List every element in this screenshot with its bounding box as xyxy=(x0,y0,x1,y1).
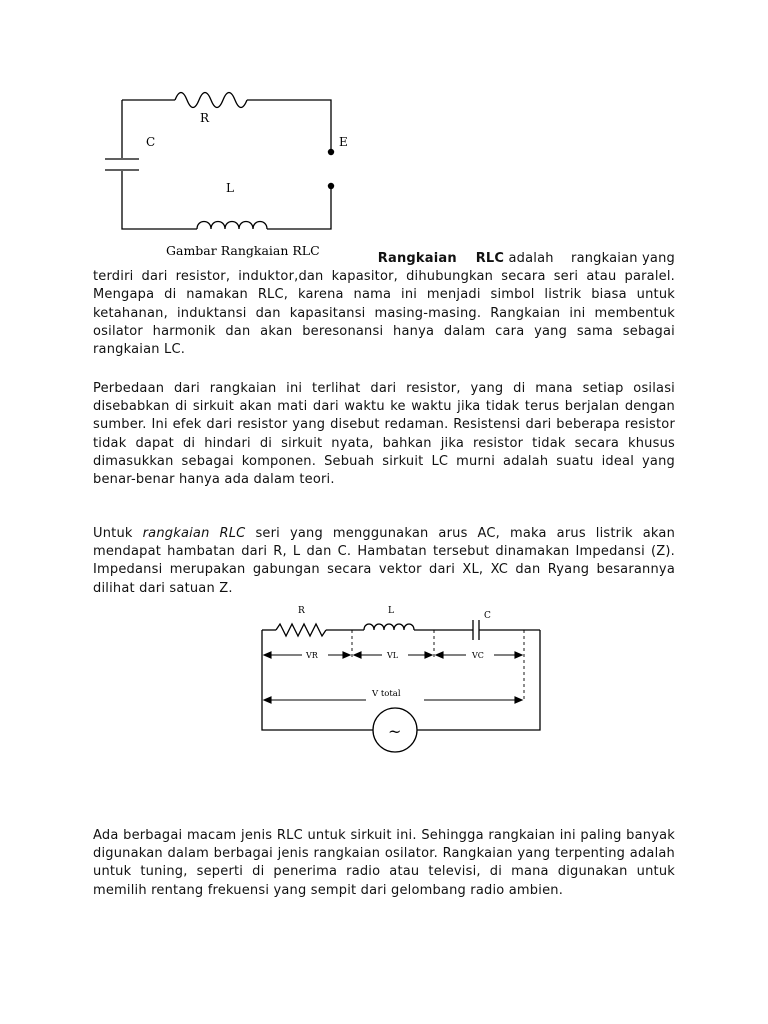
paragraph-rlc-intro xyxy=(93,250,675,359)
paragraph-rlc-uses xyxy=(93,827,675,900)
label-c: C xyxy=(146,135,156,149)
fig2-label-r: R xyxy=(298,606,305,616)
fig2-label-l: L xyxy=(388,606,394,616)
fig2-inductor-symbol xyxy=(364,624,414,630)
inductor-symbol xyxy=(197,222,267,230)
damping-body-text: Perbedaan dari rangkaian ini terlihat dari resistor, yang di mana setiap osilasi disebabkan di sirkuit akan mati dari waktu ke waktu jika tidak terus berjalan dengan sumber. Ini efek dari resistor yang disebut redaman. Resistensi dari beberapa resistor tidak dapat di hindari di sirkuit nyata, bahkan jika resistor tidak secara khusus dimasukkan sebagai komponen. Sebuah sirkuit LC murni adalah suatu ideal yang benar-benar hanya ada dalam teori. xyxy=(93,381,675,488)
label-l: L xyxy=(226,181,234,195)
fig2-label-vl: VL xyxy=(387,651,399,660)
vr-arrow-head-left xyxy=(264,652,271,658)
label-r: R xyxy=(200,111,210,125)
vr-arrow-head-right xyxy=(343,652,350,658)
resistor-symbol xyxy=(175,93,247,108)
impedance-prefix: Untuk xyxy=(93,526,143,541)
vl-arrow-head-right xyxy=(425,652,432,658)
vtotal-arrow-head-left xyxy=(264,697,271,703)
intro-body-text: terdiri dari resistor, induktor,dan kapasitor, dihubungkan secara seri atau paralel. Mengapa di namakan RLC, karena nama ini menjadi simbol listrik biasa untuk ketahanan, induktansi dan kapasitansi masing-masing. Rangkaian ini membentuk osilator harmonik dan akan beresonansi hanya dalam cara yang sama sebagai rangkaian LC. xyxy=(93,269,675,358)
intro-lead-text: adalah rangkaian yang xyxy=(504,251,675,266)
bottom-wire-right xyxy=(267,186,331,229)
paragraph-resistor-damping xyxy=(93,380,675,489)
terminal-dot-top xyxy=(328,149,334,155)
fig2-left-wire xyxy=(262,630,373,730)
paragraph-impedance xyxy=(93,525,675,598)
impedance-italic-term: rangkaian RLC xyxy=(142,526,246,541)
series-rlc-ac-diagram xyxy=(240,600,550,755)
vc-arrow-head-left xyxy=(436,652,443,658)
label-e: E xyxy=(339,135,348,149)
impedance-rest: seri yang menggunakan arus AC, maka arus listrik akan mendapat hambatan dari R, L dan C. Hambatan tersebut dinamakan Impedansi (Z). Impedansi merupakan gabungan secara vektor dari XL, XC dan Ryang besarannya dilihat dari satuan Z. xyxy=(93,526,676,596)
terminal-dot-bottom xyxy=(328,183,334,189)
top-wire-right xyxy=(247,100,331,152)
fig2-source-symbol: ~ xyxy=(388,722,402,741)
fig2-label-vr: VR xyxy=(306,651,318,660)
rlc-circuit-diagram xyxy=(95,80,365,265)
vl-arrow-head-left xyxy=(354,652,361,658)
intro-term-bold: Rangkaian RLC xyxy=(377,251,505,266)
vc-arrow-head-right xyxy=(515,652,522,658)
fig2-label-vc: VC xyxy=(472,651,484,660)
fig2-label-vtotal: V total xyxy=(372,689,401,699)
intro-first-line xyxy=(93,250,675,268)
impedance-body xyxy=(93,525,675,598)
fig2-resistor-symbol xyxy=(276,624,326,636)
fig2-right-wire xyxy=(417,630,540,730)
uses-body-text: Ada berbagai macam jenis RLC untuk sirkuit ini. Sehingga rangkaian ini paling banyak digunakan dalam berbagai jenis rangkaian osilator. Rangkaian yang terpenting adalah untuk tuning, seperti di penerima radio atau televisi, di mana digunakan untuk memilih rentang frekuensi yang sempit dari gelombang radio ambien. xyxy=(93,828,675,898)
vtotal-arrow-head-right xyxy=(515,697,522,703)
figure-caption: Gambar Rangkaian RLC xyxy=(166,243,320,258)
left-wire-bottom xyxy=(122,171,197,229)
fig2-label-c: C xyxy=(484,611,491,621)
